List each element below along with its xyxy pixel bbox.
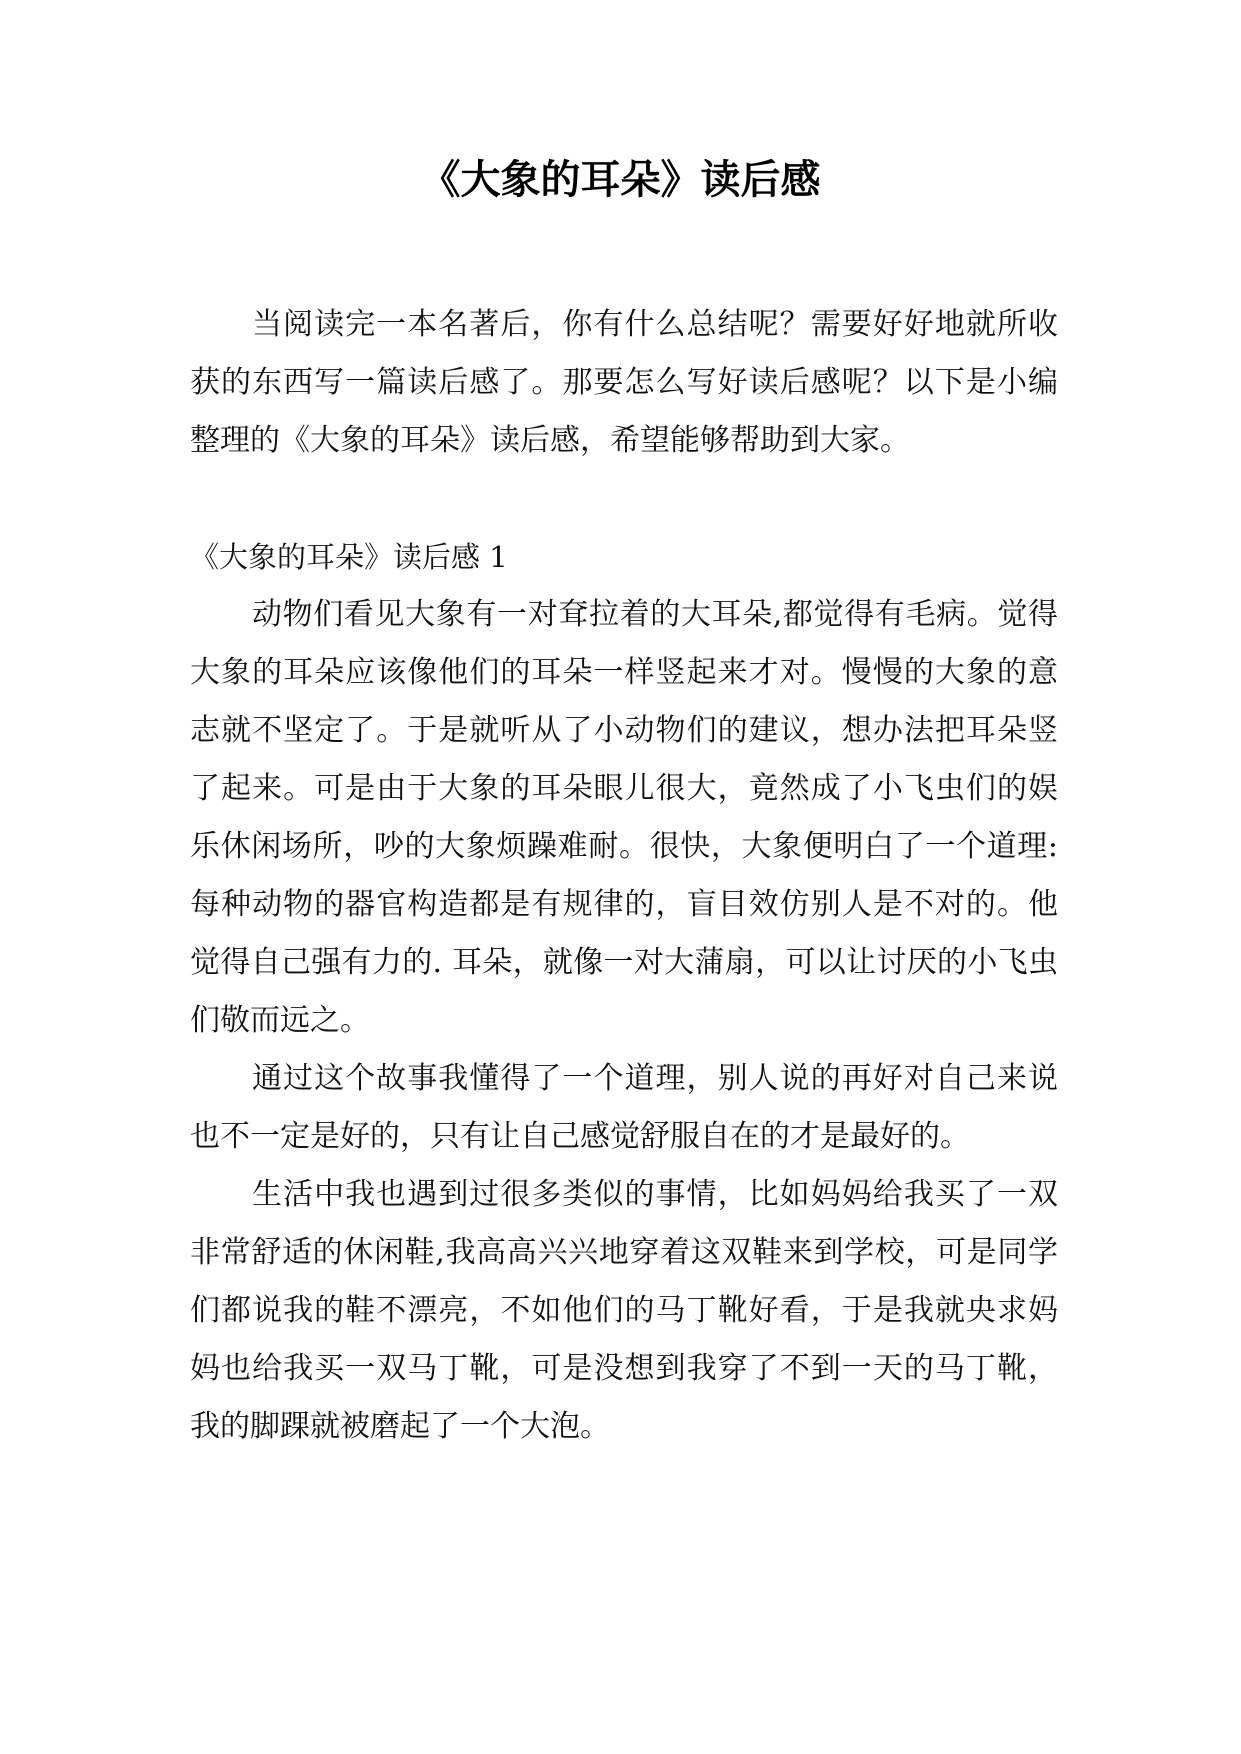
intro-paragraph: 当阅读完一本名著后，你有什么总结呢？需要好好地就所收获的东西写一篇读后感了。那要怎么写好读后感呢？以下是小编整理的《大象的耳朵》读后感，希望能够帮助到大家。 [190, 307, 1058, 458]
paragraph-spacer [190, 470, 1058, 528]
document-title: 《大象的耳朵》读后感 [420, 157, 821, 203]
section-heading: 《大象的耳朵》读后感 1 [190, 540, 508, 574]
document-body [190, 296, 1058, 1456]
body-paragraph: 生活中我也遇到过很多类似的事情，比如妈妈给我买了一双非常舒适的休闲鞋,我高高兴兴地穿着这双鞋来到学校，可是同学们都说我的鞋不漂亮，不如他们的马丁靴好看，于是我就央求妈妈也给我买一双马丁靴，可是没想到我穿了不到一天的马丁靴，我的脚踝就被磨起了一个大泡。 [190, 1177, 1058, 1444]
body-paragraph: 通过这个故事我懂得了一个道理，别人说的再好对自己来说也不一定是好的，只有让自己感觉舒服自在的才是最好的。 [190, 1061, 1058, 1154]
body-paragraph: 动物们看见大象有一对耷拉着的大耳朵,都觉得有毛病。觉得大象的耳朵应该像他们的耳朵一样竖起来才对。慢慢的大象的意志就不坚定了。于是就听从了小动物们的建议，想办法把耳朵竖了起来。可是由于大象的耳朵眼儿很大，竟然成了小飞虫们的娱乐休闲场所，吵的大象烦躁难耐。很快，大象便明白了一个道理: 每种动物的器官构造都是有规律的，盲目效仿别人是不对的。他觉得自己强有力的. 耳朵，就像一对大蒲扇，可以让讨厌的小飞虫们敬而远之。 [190, 597, 1058, 1038]
